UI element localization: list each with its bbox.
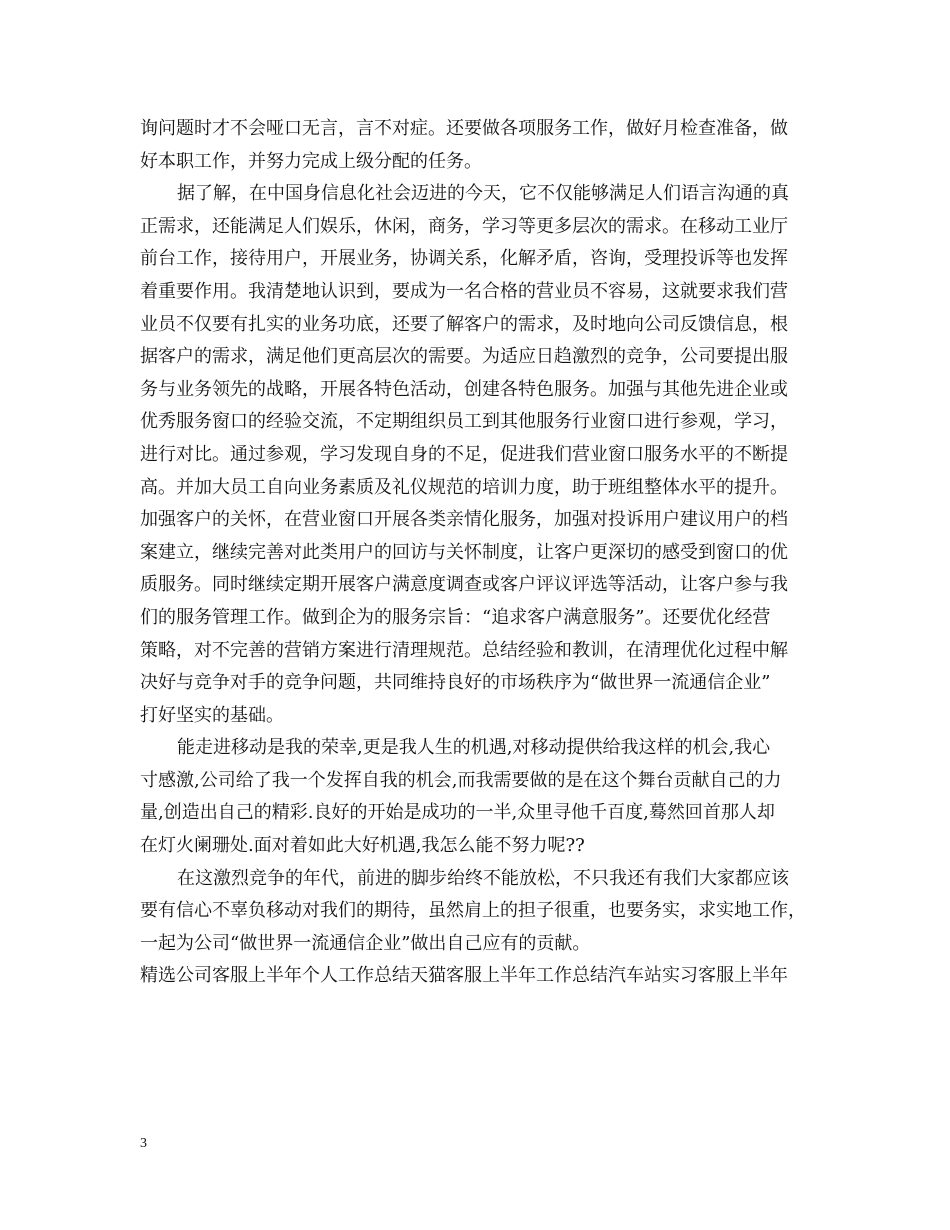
text-line: 们的服务管理工作。做到企为的服务宗旨：“追求客户满意服务”。还要优化经营	[140, 606, 771, 628]
text-line: 据客户的需求，满足他们更高层次的需要。为适应日趋激烈的竞争，公司要提出服	[140, 346, 788, 368]
paragraph	[140, 732, 816, 862]
text-line: 前台工作，接待用户，开展业务，协调关系，化解矛盾，咨询，受理投诉等也发挥	[140, 248, 788, 270]
paragraph	[140, 863, 816, 961]
text-line: 加强客户的关怀，在营业窗口开展各类亲情化服务，加强对投诉用户建议用户的档	[140, 509, 788, 531]
text-line: 决好与竞争对手的竞争问题，共同维持良好的市场秩序为“做世界一流通信企业”	[140, 672, 771, 694]
text-line: 业员不仅要有扎实的业务功底，还要了解客户的需求，及时地向公司反馈信息，根	[140, 313, 788, 335]
text-line: 询问题时才不会哑口无言，言不对症。还要做各项服务工作，做好月检查准备，做	[140, 118, 788, 139]
paragraph	[140, 113, 816, 178]
paragraph	[140, 960, 816, 993]
text-line: 务与业务领先的战略，开展各特色活动，创建各特色服务。加强与其他先进企业或	[140, 378, 788, 400]
text-line: 策略，对不完善的营销方案进行清理规范。总结经验和教训，在清理优化过程中解	[140, 639, 788, 661]
text-line: 一起为公司“做世界一流通信企业”做出自己应有的贡献。	[140, 932, 591, 954]
text-line: 量,创造出自己的精彩.良好的开始是成功的一半,众里寻他千百度,蓦然回首那人却	[140, 802, 775, 824]
text-line: 好本职工作，并努力完成上级分配的任务。	[140, 150, 482, 172]
text-line: 能走进移动是我的荣幸,更是我人生的机遇,对移动提供给我这样的机会,我心	[177, 737, 771, 759]
text-line: 要有信心不辜负移动对我们的期待，虽然肩上的担子很重，也要务实，求实地工作，	[140, 900, 806, 922]
text-line: 着重要作用。我清楚地认识到，要成为一名合格的营业员不容易，这就要求我们营	[140, 280, 788, 302]
text-line: 质服务。同时继续定期开展客户满意度调查或客户评议评选等活动，让客户参与我	[140, 574, 788, 596]
text-line: 在这激烈竞争的年代，前进的脚步绐终不能放松，不只我还有我们大家都应该	[177, 867, 789, 889]
text-line: 正需求，还能满足人们娱乐，休闲，商务，学习等更多层次的需求。在移动工业厅	[140, 215, 788, 237]
text-line: 寸感激,公司给了我一个发挥自我的机会,而我需要做的是在这个舞台贡献自己的力	[140, 769, 782, 791]
document-body	[140, 113, 816, 993]
text-line: 精选公司客服上半年个人工作总结天猫客服上半年工作总结汽车站实习客服上半年	[140, 965, 788, 987]
text-line: 高。并加大员工自向业务素质及礼仪规范的培训力度，助于班组整体水平的提升。	[140, 476, 788, 498]
text-line: 据了解，在中国身信息化社会迈进的今天，它不仅能够满足人们语言沟通的真	[177, 183, 789, 205]
text-line: 案建立，继续完善对此类用户的回访与关怀制度，让客户更深切的感受到窗口的优	[140, 541, 788, 563]
text-line: 进行对比。通过参观，学习发现自身的不足，促进我们营业窗口服务水平的不断提	[140, 443, 788, 465]
text-line: 在灯火阑珊处.面对着如此大好机遇,我怎么能不努力呢??	[140, 835, 585, 857]
page-number: 3	[140, 1136, 147, 1151]
text-line: 优秀服务窗口的经验交流，不定期组织员工到其他服务行业窗口进行参观，学习，	[140, 411, 788, 433]
text-line: 打好坚实的基础。	[140, 704, 284, 726]
paragraph	[140, 178, 816, 732]
